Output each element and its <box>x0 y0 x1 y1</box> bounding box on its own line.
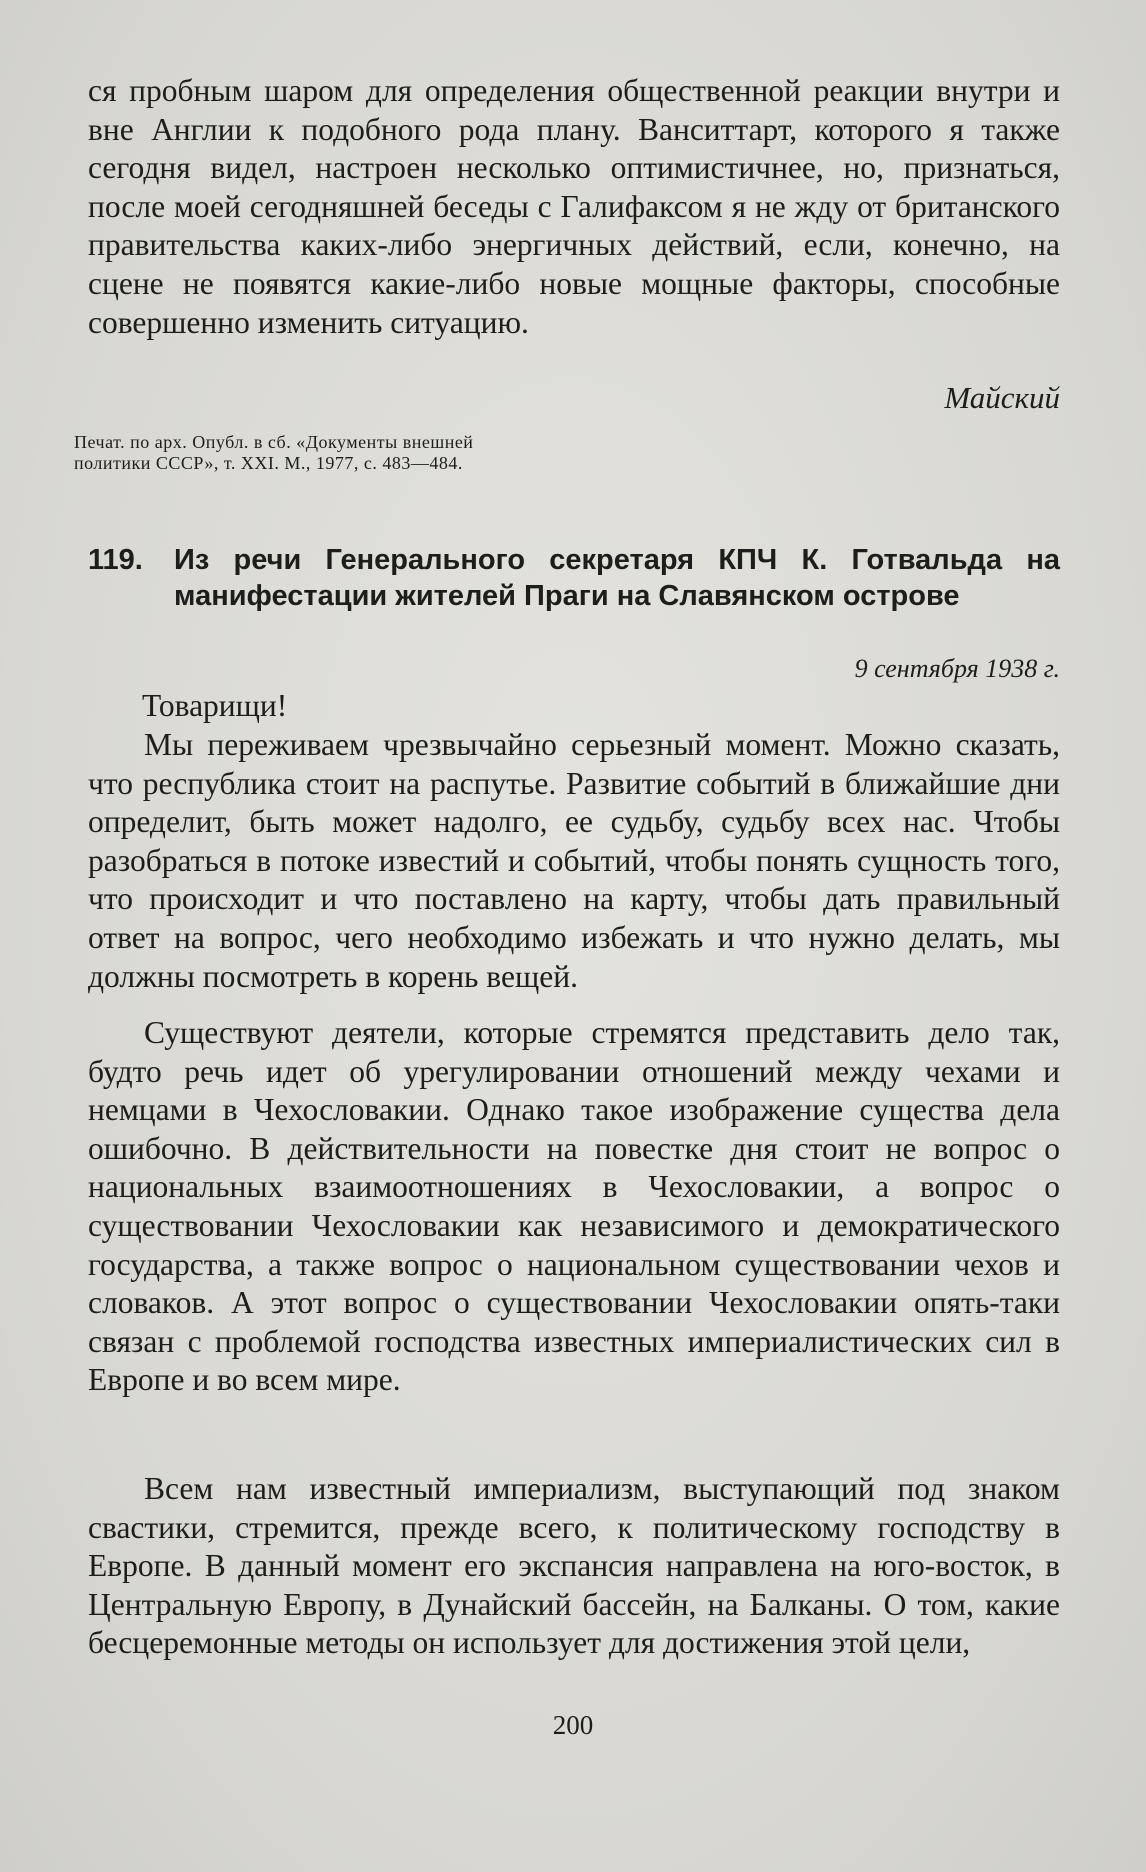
document-title: Из речи Генерального секретаря КПЧ К. Готвальда на манифестации жителей Праги на Славянском острове <box>174 544 1060 612</box>
document-heading <box>88 542 1060 614</box>
source-note: Печат. по арх. Опубл. в сб. «Документы внешней политики СССР», т. XXI. М., 1977, с. 483—484. <box>74 432 474 473</box>
document-date: 9 сентября 1938 г. <box>854 654 1060 683</box>
body-paragraph: Существуют деятели, которые стремятся представить дело так, будто речь идет об урегулировании отношений между чехами и немцами в Чехословакии. Однако такое изображение существа дела ошибочно. В действительности на повестке дня стоит не вопрос о национальных взаимоотношениях в Чехословакии, а вопрос о существовании Чехословакии как независимого и демократического государства, а также вопрос о национальном существовании чехов и словаков. А этот вопрос о существовании Чехословакии опять-таки связан с проблемой господства известных империалистических сил в Европе и во всем мире. <box>88 1015 1060 1398</box>
document-number: 119. <box>88 544 143 576</box>
continuation-paragraph: ся пробным шаром для определения общественной реакции внутри и вне Англии к подобного рода плану. Ванситтарт, которого я также сегодня видел, настроен несколько оптимистичнее, но, признаться, после моей сегодняшней беседы с Галифаксом я не жду от британского правительства каких-либо энергичных действий, если, конечно, на сцене не появятся какие-либо новые мощные факторы, способные совершенно изменить ситуацию. <box>88 73 1060 340</box>
salutation: Товарищи! <box>142 688 288 723</box>
body-paragraph: Мы переживаем чрезвычайно серьезный момент. Можно сказать, что республика стоит на распутье. Развитие событий в ближайшие дни определит, быть может надолго, ее судьбу, судьбу всех нас. Чтобы разобраться в потоке известий и событий, чтобы понять сущность того, что происходит и что поставлено на карту, чтобы дать правильный ответ на вопрос, чего необходимо избежать и что нужно делать, мы должны посмотреть в корень вещей. <box>88 727 1060 994</box>
body-paragraph: Всем нам известный империализм, выступающий под знаком свастики, стремится, прежде всего, к политическому господству в Европе. В данный момент его экспансия направлена на юго-восток, в Центральную Европу, в Дунайский бассейн, на Балканы. О том, какие бесцеремонные методы он использует для достижения этой цели, <box>88 1471 1060 1661</box>
page-number: 200 <box>552 1710 594 1740</box>
signature: Майский <box>944 380 1060 415</box>
